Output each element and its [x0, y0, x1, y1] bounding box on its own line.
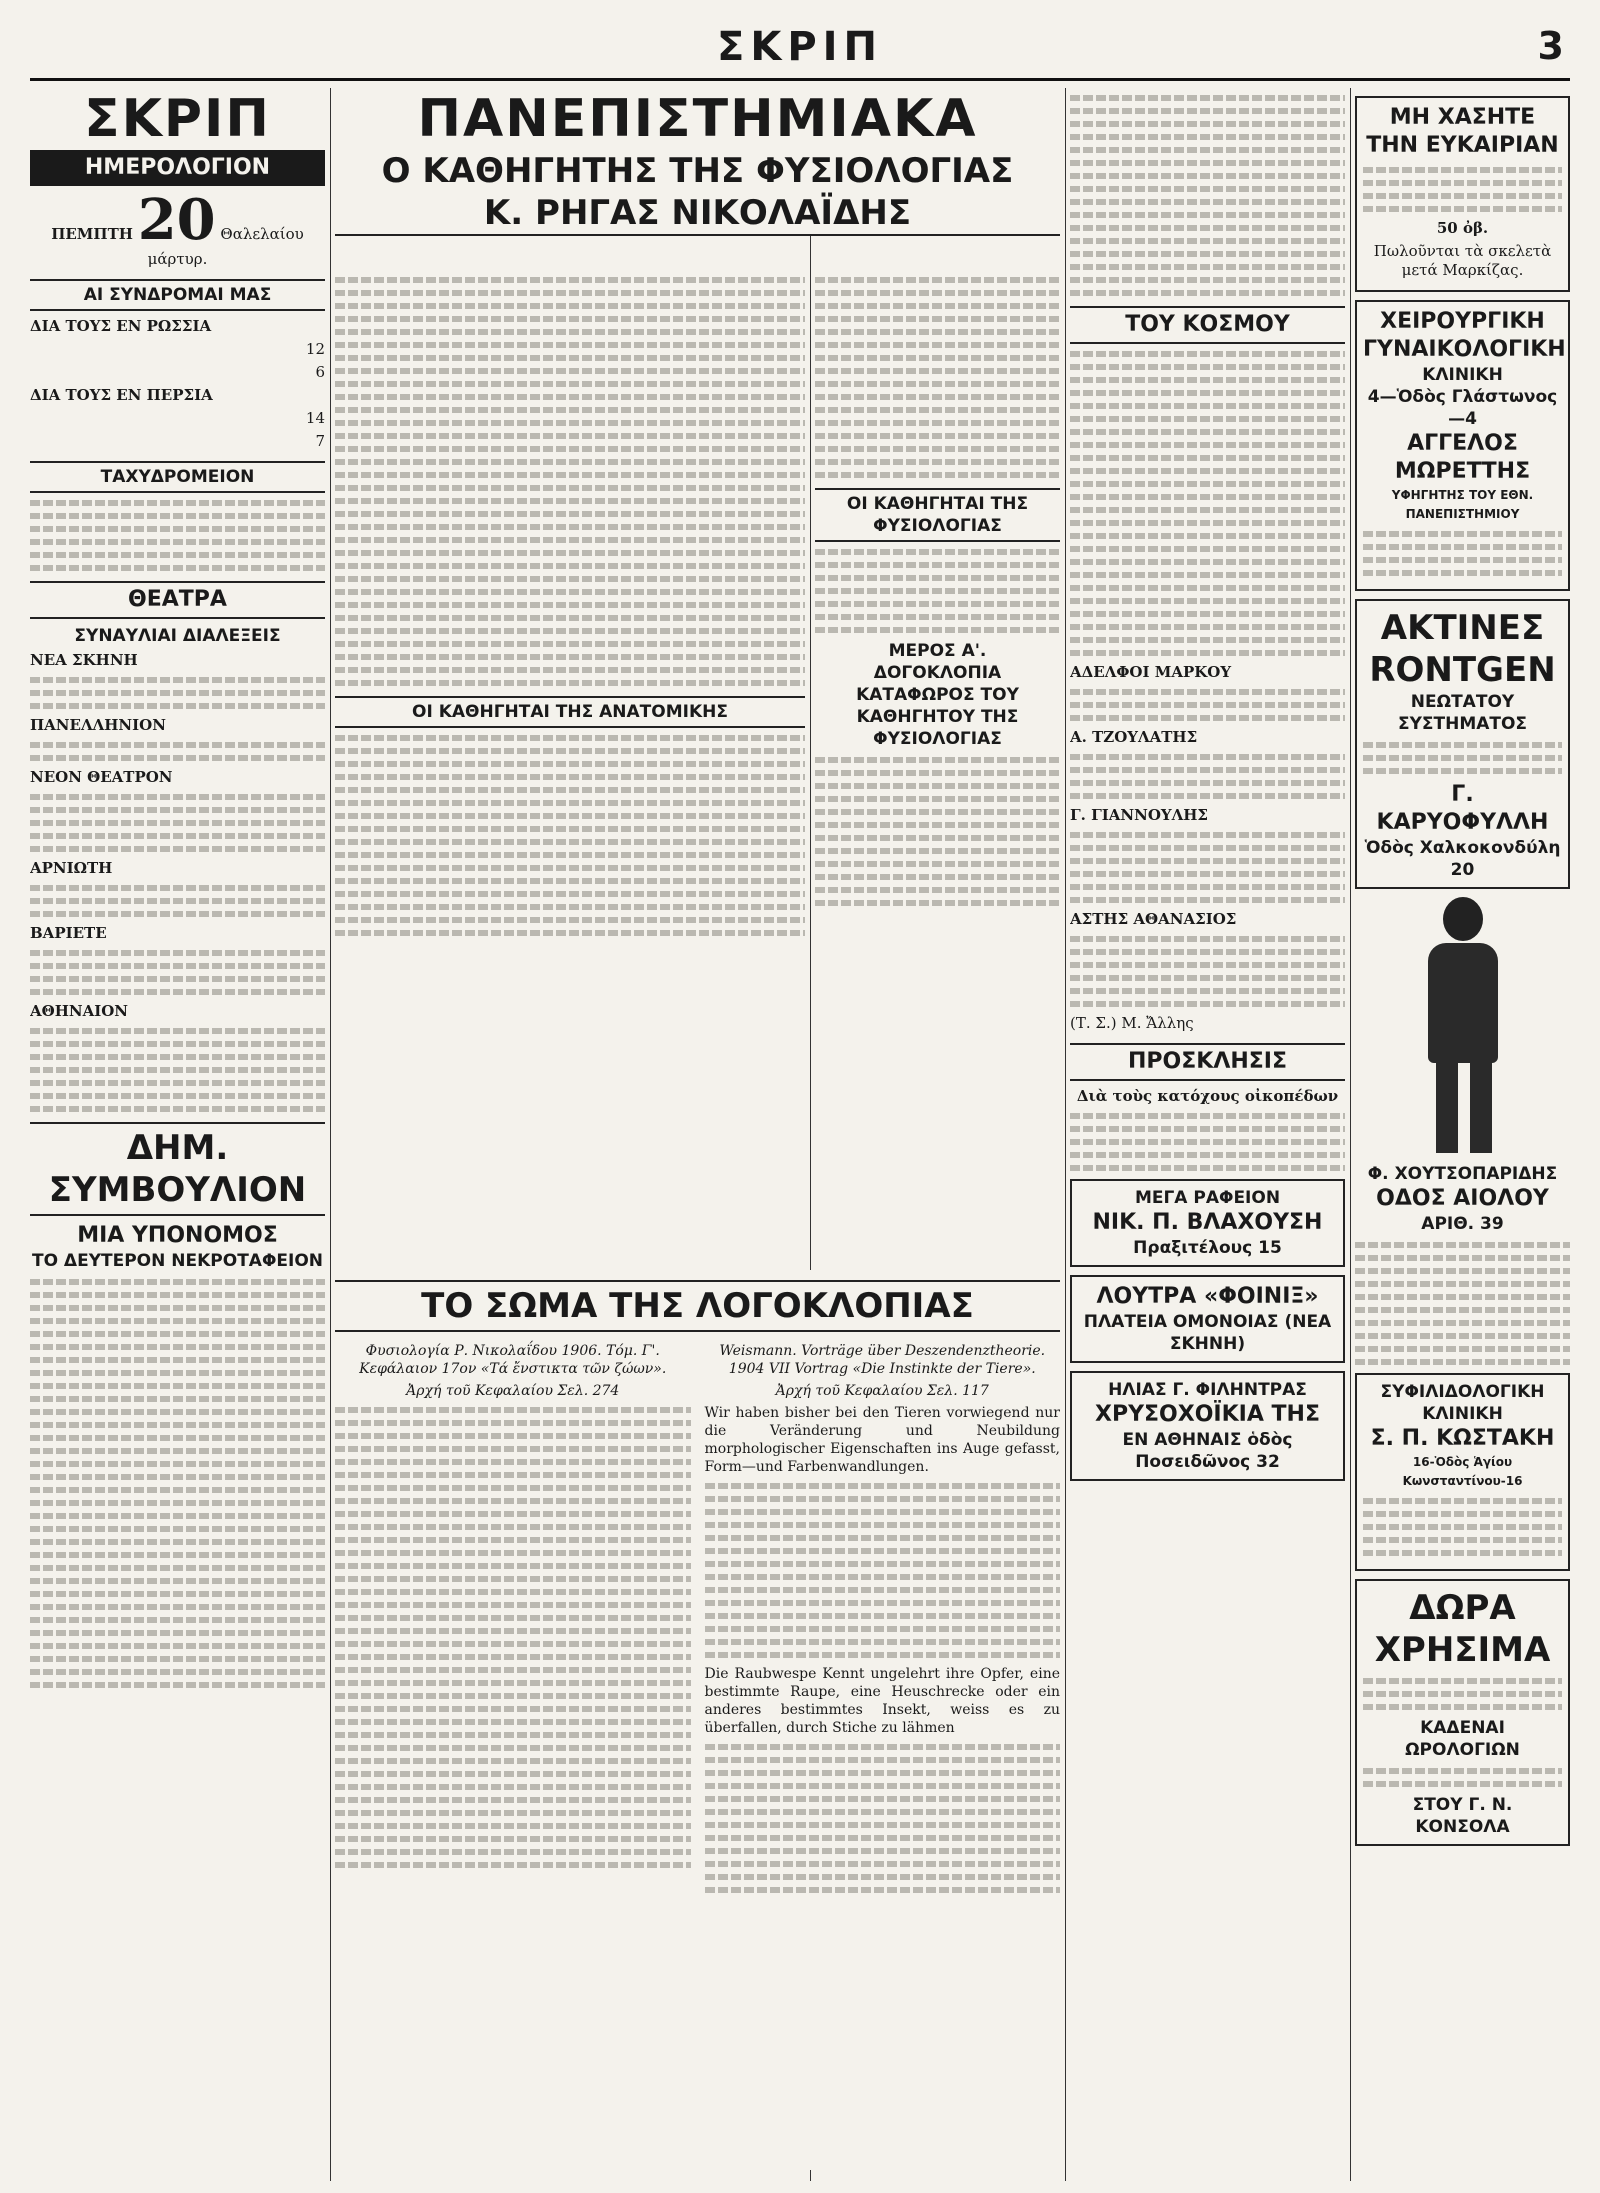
ad-syphilis-clinic	[1355, 1373, 1570, 1571]
section-title: ΠΑΝΕΠΙΣΤΗΜΙΑΚΑ	[417, 89, 978, 149]
column-rule	[330, 88, 331, 2181]
plagiarism-section	[335, 1270, 1060, 2170]
headline: Ο ΚΑΘΗΓΗΤΗΣ ΤΗΣ ΦΥΣΙΟΛΟΓΙΑΣ	[381, 151, 1014, 191]
ad6-title: ΔΩΡΑ ΧΡΗΣΙΜΑ	[1374, 1588, 1551, 1670]
ad-photographer: Γ. ΓΙΑΝΝΟΥΛΗΣ	[1070, 806, 1209, 824]
shop-baths-ad	[1070, 1275, 1345, 1363]
ad-opportunity	[1355, 96, 1570, 292]
german-text-2: Die Raubwespe Kennt ungelehrt ihre Opfer, eine bestimmte Raupe, eine Heuschrecke oder ein anderes bestimmtes Insekt, weiss es zu überfallen, durch Stiche zu lähmen	[704, 1666, 1060, 1736]
german-excerpt	[705, 1338, 1061, 1900]
ad-gifts	[1355, 1579, 1570, 1846]
ad1-end: Πωλοῦνται τὰ σκελετὰ μετά Μαρκίζας.	[1373, 242, 1552, 279]
ad4-street: ΟΔΟΣ ΑΙΟΛΟΥ	[1376, 1186, 1549, 1211]
cite-greek: Φυσιολογία Ρ. Νικολαΐδου 1906. Τόμ. Γ'. Κεφάλαιον 17ον «Τά ἔνστικτα τῶν ζώων».	[359, 1343, 667, 1377]
cite-german-page: Ἀρχή τοῦ Κεφαλαίου Σελ. 117	[775, 1383, 989, 1399]
cite-german: Weismann. Vorträge über Deszendenztheorie. 1904 VII Vortrag «Die Instinkte der Tiere».	[719, 1343, 1046, 1377]
shop1-name: ΝΙΚ. Π. ΒΛΑΧΟΥΣΗ	[1092, 1210, 1323, 1235]
ad2-address: 4—Ὁδὸς Γλάστωνος—4	[1367, 387, 1558, 429]
university-article-header	[335, 88, 1060, 236]
theatres-title: ΘΕΑΤΡΑ	[30, 581, 325, 619]
post-title: ΤΑΧΥΔΡΟΜΕΙΟΝ	[30, 461, 325, 493]
council-subtitle: ΜΙΑ ΥΠΟΝΟΜΟΣ	[77, 1223, 278, 1248]
calendar-date	[30, 187, 325, 269]
ad1-title: ΜΗ ΧΑΣΗΤΕ ΤΗΝ ΕΥΚΑΙΡΙΑΝ	[1366, 105, 1559, 158]
part-label: ΜΕΡΟΣ Α'.	[888, 641, 987, 661]
ad5-sub: ΚΛΙΝΙΚΗ	[1422, 1404, 1503, 1424]
nameplate: ΣΚΡΙΠ	[84, 89, 271, 149]
meetings-title: ΣΥΝΑΥΛΙΑΙ ΔΙΑΛΕΞΕΙΣ	[74, 626, 281, 646]
saint-name: Θαλελαίου μάρτυρ.	[147, 225, 304, 268]
ad5-title: ΣΥΦΙΛΙΔΟΛΟΓΙΚΗ	[1380, 1382, 1545, 1402]
sub-value: 12	[305, 340, 325, 358]
sub-value: 14	[305, 409, 325, 427]
ad-xray	[1355, 599, 1570, 889]
ad3-name: RONTGEN	[1369, 650, 1556, 690]
column-ads	[1355, 88, 1570, 2181]
world-title: ΤΟΥ ΚΟΣΜΟΥ	[1070, 306, 1345, 344]
masthead-title: ΣΚΡΙΠ	[717, 24, 883, 70]
ad1-price: 50 ὀβ.	[1436, 219, 1489, 237]
day-number: 20	[137, 187, 216, 253]
shop2-title: ΛΟΥΤΡΑ «ΦΟΙΝΙΞ»	[1096, 1284, 1319, 1309]
ad4-name: Φ. ΧΟΥΤΣΟΠΑΡΙΔΗΣ	[1367, 1164, 1558, 1184]
ad3-doctor: Γ. ΚΑΡΥΟΦΥΛΛΗ	[1376, 782, 1549, 835]
headline-name: Κ. ΡΗΓΑΣ ΝΙΚΟΛΑΪΔΗΣ	[483, 193, 912, 233]
invite-text: Διὰ τοὺς κατόχους οἰκοπέδων	[1076, 1087, 1339, 1105]
council-head: ΤΟ ΔΕΥΤΕΡΟΝ ΝΕΚΡΟΤΑΦΕΙΟΝ	[31, 1251, 324, 1271]
shop3-sub: ΧΡΥΣΟΧΟΪΚΙΑ ΤΗΣ	[1095, 1402, 1320, 1427]
theatre-item: ΒΑΡΙΕΤΕ	[30, 924, 107, 942]
shop1-address: Πραξιτέλους 15	[1133, 1238, 1282, 1258]
ad3-address: Ὁδὸς Χαλκοκονδύλη 20	[1364, 838, 1561, 880]
ad2-tag: ΥΦΗΓΗΤΗΣ ΤΟΥ ΕΘΝ. ΠΑΝΕΠΙΣΤΗΜΙΟΥ	[1391, 488, 1534, 521]
shop1-title: ΜΕΓΑ ΡΑΦΕΙΟΝ	[1134, 1188, 1281, 1208]
ad-tzoulatis: Α. ΤΖΟΥΛΑΤΗΣ	[1070, 728, 1198, 746]
sub-value: 6	[315, 363, 325, 381]
theatre-item: ΠΑΝΕΛΛΗΝΙΟΝ	[30, 716, 166, 734]
sub-russia: ΔΙΑ ΤΟΥΣ ΕΝ ΡΩΣΣΙΑ	[30, 317, 212, 335]
ad3-title: ΑΚΤΙΝΕΣ	[1380, 608, 1545, 648]
cite-greek-page: Ἀρχή τοῦ Κεφαλαίου Σελ. 274	[406, 1383, 620, 1399]
shop-tailor-ad	[1070, 1179, 1345, 1267]
ad3-sub: ΝΕΩΤΑΤΟΥ ΣΥΣΤΗΜΑΤΟΣ	[1397, 692, 1528, 734]
ad6-end: ΣΤΟΥ Γ. Ν. ΚΟΝΣΟΛΑ	[1412, 1795, 1513, 1837]
ad6-shop: ΚΑΔΕΝΑΙ ΩΡΟΛΟΓΙΩΝ	[1405, 1718, 1520, 1760]
theatre-item: ΝΕΑ ΣΚΗΝΗ	[30, 651, 138, 669]
signature: (Τ. Σ.) Μ. Ἄλλης	[1070, 1014, 1194, 1032]
theatre-item: ΝΕΟΝ ΘΕΑΤΡΟΝ	[30, 768, 173, 786]
page-number: 3	[1537, 24, 1564, 68]
theatre-item: ΑΡΝΙΩΤΗ	[30, 859, 113, 877]
plagiarism-big-heading: ΤΟ ΣΩΜΑ ΤΗΣ ΛΟΓΟΚΛΟΠΙΑΣ	[335, 1280, 1060, 1332]
column-rule	[1065, 88, 1066, 2181]
invite-title: ΠΡΟΣΚΛΗΣΙΣ	[1070, 1043, 1345, 1081]
calendar-title: ΗΜΕΡΟΛΟΓΙΟΝ	[30, 150, 325, 186]
anatomy-heading: ΟΙ ΚΑΘΗΓΗΤΑΙ ΤΗΣ ΑΝΑΤΟΜΙΚΗΣ	[335, 696, 805, 728]
column-rule	[1350, 88, 1351, 2181]
ad-dental: ΑΣΤΗΣ ΑΘΑΝΑΣΙΟΣ	[1070, 910, 1237, 928]
german-text: Wir haben bisher bei den Tieren vorwiegend nur die Veränderung und Neubildung morphologischer Eigenschaften ins Auge gefasst, Form—und Farbenwandlungen.	[704, 1405, 1060, 1475]
ad-clinic	[1355, 300, 1570, 591]
shop3-title: ΗΛΙΑΣ Γ. ΦΙΛΗΝΤΡΑΣ	[1108, 1380, 1307, 1400]
sub-persia: ΔΙΑ ΤΟΥΣ ΕΝ ΠΕΡΣΙΑ	[30, 386, 213, 404]
ad2-sub: ΚΛΙΝΙΚΗ	[1422, 365, 1503, 385]
column-article-left	[335, 270, 805, 1263]
plagiarism-heading: ΔΟΓΟΚΛΟΠΙΑ ΚΑΤΑΦΩΡΟΣ ΤΟΥ ΚΑΘΗΓΗΤΟΥ ΤΗΣ ΦΥΣΙΟΛΟΓΙΑΣ	[856, 663, 1019, 749]
ad5-doctor: Σ. Π. ΚΩΣΤΑΚΗ	[1370, 1426, 1555, 1451]
day-label: ΠΕΜΠΤΗ	[51, 225, 133, 243]
man-figure-illustration	[1388, 897, 1538, 1157]
ad4-number: ΑΡΙΘ. 39	[1421, 1214, 1504, 1234]
shop2-sub: ΠΛΑΤΕΙΑ ΟΜΟΝΟΙΑΣ (ΝΕΑ ΣΚΗΝΗ)	[1083, 1312, 1332, 1354]
physiology-heading: ΟΙ ΚΑΘΗΓΗΤΑΙ ΤΗΣ ΦΥΣΙΟΛΟΓΙΑΣ	[815, 488, 1060, 542]
ad5-address: 16-Ὁδὸς Ἁγίου Κωνσταντίνου-16	[1402, 1455, 1523, 1488]
shop3-address: ΕΝ ΑΘΗΝΑΙΣ ὁδὸς Ποσειδῶνος 32	[1122, 1430, 1293, 1472]
ad2-doctor: ΑΓΓΕΛΟΣ ΜΩΡΕΤΤΗΣ	[1394, 431, 1531, 484]
column-calendar	[30, 88, 325, 2181]
council-title: ΔΗΜ. ΣΥΜΒΟΥΛΙΟΝ	[30, 1122, 325, 1216]
ad2-title: ΧΕΙΡΟΥΡΓΙΚΗ ΓΥΝΑΙΚΟΛΟΓΙΚΗ	[1363, 309, 1566, 362]
ad-brothers: ΑΔΕΛΦΟΙ ΜΑΡΚΟΥ	[1070, 663, 1232, 681]
column-article-right	[815, 270, 1060, 1263]
greek-excerpt	[335, 1338, 691, 1900]
sub-value: 7	[315, 432, 325, 450]
subscriptions-title: ΑΙ ΣΥΝΔΡΟΜΑΙ ΜΑΣ	[30, 279, 325, 311]
shop-jeweller-ad	[1070, 1371, 1345, 1481]
theatre-item: ΑΘΗΝΑΙΟΝ	[30, 1002, 129, 1020]
column-notices	[1070, 88, 1345, 2181]
masthead	[30, 18, 1570, 81]
